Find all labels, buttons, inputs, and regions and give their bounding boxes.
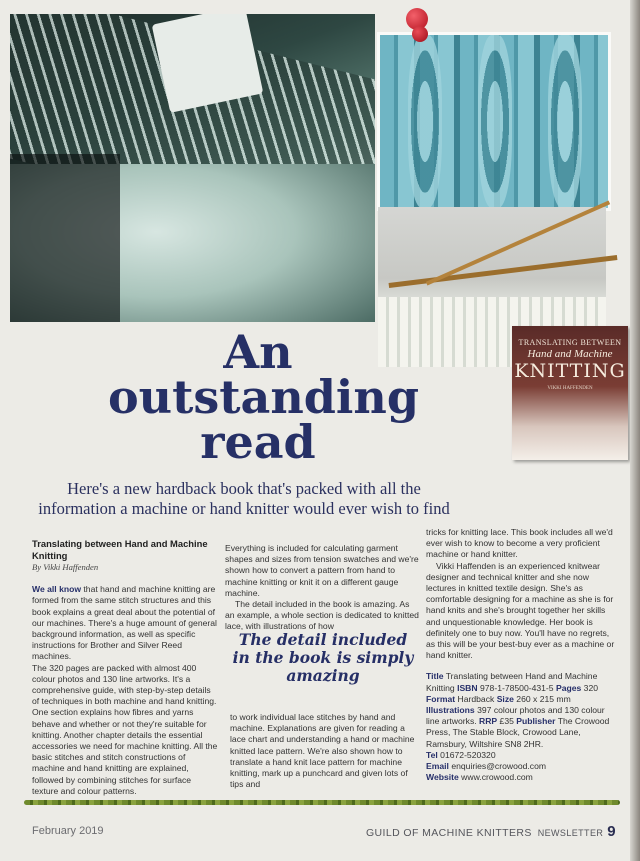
- cable-stitch: [548, 35, 582, 208]
- detail-label: Illustrations: [426, 705, 475, 716]
- detail-label: Email: [426, 761, 449, 772]
- issue-date: February 2019: [32, 825, 104, 837]
- pull-quote: The detail included in the book is simply amazing: [232, 630, 414, 685]
- detail-value: 01672-520320: [437, 749, 496, 760]
- page-footer: [366, 823, 616, 840]
- article-column-2-continued: [230, 712, 420, 790]
- paragraph: to work individual lace stitches by hand and machine. Explanations are given for reading a lace chart and understanding a hand or machine knitted lace pattern. We're also shown how to translate a hand knit lace pattern for machine knitting, mark up a punchcard and given lots of tips and: [230, 712, 415, 790]
- detail-label: Size: [496, 693, 514, 704]
- detail-value: 397 colour photos and 130 colour line artworks.: [426, 705, 605, 727]
- knitted-divider: [24, 800, 620, 805]
- cable-stitch: [408, 35, 442, 208]
- paragraph: The 320 pages are packed with almost 400 colour photos and 130 line artworks. It's a comprehensive guide, with step-by-step details of techniques in both machine and hand knitting. One section explains how fibres and yarns behave and whether or not they're suitable for knitting. Another chapter details the essential accessories we need for machine knitting. All the basic stitches and stitch constructions of machine and hand knitting are explained, followed by combining stitches for surface texture and colour patterns.: [32, 662, 218, 796]
- publication-name: GUILD OF MACHINE KNITTERS: [365, 827, 532, 839]
- article-column-2: [225, 543, 421, 633]
- knitting-needle: [426, 200, 610, 285]
- detail-label: ISBN: [457, 682, 478, 693]
- article-column-1: [32, 538, 218, 797]
- page-number: 9: [607, 823, 616, 840]
- detail-label: Publisher: [516, 716, 556, 727]
- section-name: NEWSLETTER: [537, 828, 604, 838]
- detail-value: Translating between Hand and Machine Knitting: [426, 671, 598, 693]
- cover-title: KNITTING: [514, 360, 626, 382]
- detail-value: 320: [581, 682, 599, 693]
- detail-value: £35: [497, 716, 517, 727]
- detail-label: Website: [426, 772, 459, 783]
- detail-value: www.crowood.com: [458, 772, 533, 783]
- photo-shadow: [10, 154, 120, 322]
- detail-label: Tel: [426, 749, 438, 760]
- cable-stitch: [478, 35, 512, 208]
- paragraph: Vikki Haffenden is an experienced knitwear designer and technical knitter and she now lectures in knitted textile design. She's as comfortable designing for a machine as she is for hand knits and she's brought together her skills and unquestionable knowledge. Her book is definitely one to buy now. You'll have no regrets, as this will be your best-buy ever as a machine or hand knitter.: [426, 560, 615, 661]
- book-details: [426, 671, 620, 783]
- paragraph: tricks for knitting lace. This book includes all we'd ever wish to know to become a very proficient machine or hand knitter.: [426, 527, 613, 560]
- detail-label: RRP: [479, 716, 498, 727]
- standfirst: Here's a new hardback book that's packed with all the information a machine or hand knitter would ever wish to find: [38, 479, 450, 518]
- detail-value: 260 x 215 mm: [513, 693, 571, 704]
- detail-label: Pages: [555, 682, 582, 693]
- detail-value: enquiries@crowood.com: [448, 761, 547, 772]
- headline: An outstanding read: [108, 325, 420, 469]
- paragraph: [32, 584, 218, 662]
- lead-in: We all know: [32, 584, 82, 595]
- detail-label: Title: [426, 671, 444, 682]
- cover-line: Hand and Machine: [527, 348, 613, 360]
- cover-line: TRANSLATING BETWEEN: [518, 338, 622, 347]
- book-title: Translating between Hand and Machine Knitting: [32, 538, 208, 561]
- knitting-machine-photo: [10, 14, 375, 322]
- detail-value: 978-1-78500-431-5: [477, 682, 556, 693]
- cable-knit-swatch-photo: [377, 32, 611, 211]
- paragraph-text: that hand and machine knitting are formed from the same stitch structures and this book explains a great deal about the potential of our machines. There's a huge amount of general background information, as well as specific instructions for Brother and Silver Reed machines.: [32, 584, 217, 662]
- book-cover-image: [512, 326, 628, 460]
- knitting-needle: [389, 255, 618, 288]
- article-column-3: [426, 527, 620, 783]
- detail-value: Hardback: [455, 693, 497, 704]
- cover-author: VIKKI HAFFENDEN: [547, 386, 593, 391]
- paragraph: The detail included in the book is amazing. As an example, a whole section is dedicated to knitted lace, with illustrations of how: [225, 599, 419, 632]
- page-edge: [630, 0, 640, 861]
- byline: By Vikki Haffenden: [32, 562, 99, 572]
- detail-value: The Crowood Press, The Stable Block, Crowood Lane, Ramsbury, Wiltshire SN8 2HR.: [426, 716, 610, 749]
- red-pin-icon: [412, 26, 428, 42]
- detail-label: Format: [426, 693, 456, 704]
- paragraph: Everything is included for calculating garment shapes and sizes from tension swatches and we're shown how to convert a pattern from hand to machine knitting or knit it on a different gauge machine.: [225, 543, 419, 598]
